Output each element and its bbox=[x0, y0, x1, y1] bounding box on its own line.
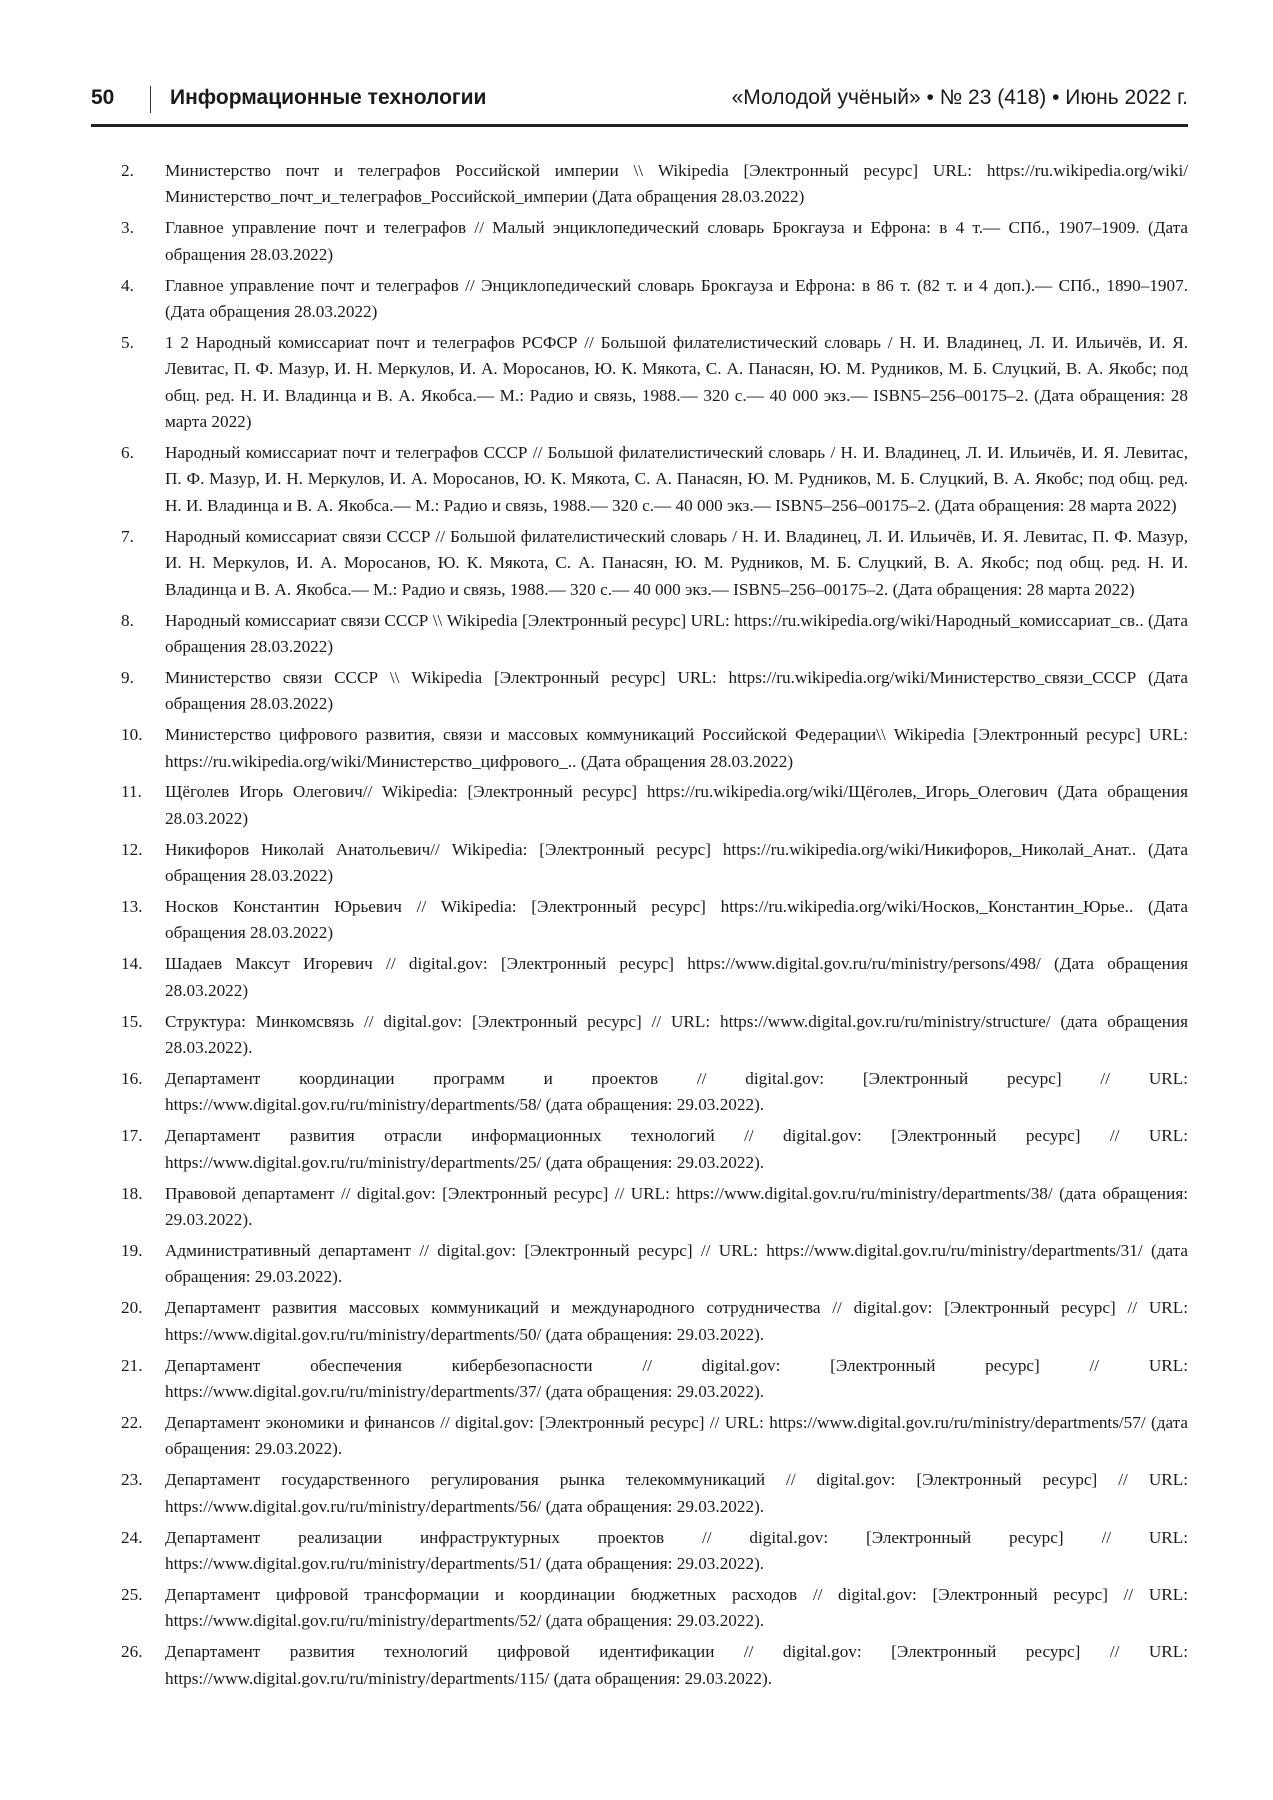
reference-item bbox=[91, 1181, 1188, 1234]
reference-number: 24. bbox=[121, 1527, 143, 1547]
reference-list bbox=[91, 158, 1188, 1696]
reference-text: Правовой департамент // digital.gov: [Электронный ресурс] // URL: https://www.digital.gov.ru/ru/ministry/departments/38/ (дата обращения: 29.03.2022). bbox=[165, 1183, 1188, 1230]
reference-number: 15. bbox=[121, 1011, 143, 1031]
reference-number: 23. bbox=[121, 1470, 143, 1490]
reference-text: Щёголев Игорь Олегович// Wikipedia: [Электронный ресурс] https://ru.wikipedia.org/wiki/Щёголев,_Игорь_Олегович (Дата обращения 28.03.2022) bbox=[165, 782, 1188, 828]
reference-item bbox=[91, 158, 1188, 211]
reference-number: 19. bbox=[121, 1240, 143, 1260]
reference-number: 17. bbox=[121, 1126, 143, 1146]
reference-text: Департамент развития технологий цифровой идентификации // digital.gov: [Электронный ресурс] // URL: https://www.digital.gov.ru/ru/ministry/departments/115/ (дата обращения: 29.03.2022). bbox=[165, 1642, 1188, 1688]
reference-text: Департамент цифровой трансформации и координации бюджетных расходов // digital.gov: [Электронный ресурс] // URL: https://www.digital.gov.ru/ru/ministry/departments/52/ (дата обращения: 29.03.2022). bbox=[165, 1584, 1188, 1631]
reference-text: Департамент экономики и финансов // digital.gov: [Электронный ресурс] // URL: https://www.digital.gov.ru/ru/ministry/departments/57/ (дата обращения: 29.03.2022). bbox=[165, 1412, 1188, 1459]
reference-item bbox=[91, 1123, 1188, 1176]
reference-item bbox=[91, 951, 1188, 1004]
reference-item bbox=[91, 722, 1188, 775]
reference-number: 6. bbox=[121, 443, 134, 463]
reference-item bbox=[91, 1009, 1188, 1062]
reference-item bbox=[91, 608, 1188, 661]
reference-text: Структура: Минкомсвязь // digital.gov: [Электронный ресурс] // URL: https://www.digital.gov.ru/ru/ministry/structure/ (дата обращения 28.03.2022). bbox=[165, 1011, 1188, 1058]
reference-text: Департамент государственного регулирования рынка телекоммуникаций // digital.gov: [Электронный ресурс] // URL: https://www.digital.gov.ru/ru/ministry/departments/56/ (дата обращения: 29.03.2022). bbox=[165, 1470, 1188, 1516]
reference-number: 11. bbox=[121, 782, 142, 802]
reference-item bbox=[91, 215, 1188, 268]
reference-item bbox=[91, 1238, 1188, 1291]
reference-number: 10. bbox=[121, 725, 143, 745]
reference-text: Главное управление почт и телеграфов // Энциклопедический словарь Брокгауза и Ефрона: в 86 т. (82 т. и 4 доп.).— СПб., 1890–1907. (Дата обращения 28.03.2022) bbox=[165, 275, 1188, 322]
reference-item bbox=[91, 1639, 1188, 1692]
reference-text: Народный комиссариат связи СССР // Большой филателистический словарь / Н. И. Владинец, Л. И. Ильичёв, И. Я. Левитас, П. Ф. Мазур, И. Н. Меркулов, И. А. Моросанов, Ю. К. Мякота, С. А. Панасян, Ю. М. Рудников, М. Б. Слуцкий, В. А. Якобс; под общ. ред. Н. И. Владинца и В. А. Якобса.— М.: Радио и связь, 1988.— 320 с.— 40 000 экз.— ISBN5–256–00175–2. (Дата обращения: 28 марта 2022) bbox=[165, 526, 1188, 599]
reference-text: Департамент реализации инфраструктурных проектов // digital.gov: [Электронный ресурс] // URL: https://www.digital.gov.ru/ru/ministry/departments/51/ (дата обращения: 29.03.2022). bbox=[165, 1527, 1188, 1573]
reference-number: 7. bbox=[121, 526, 134, 546]
reference-number: 18. bbox=[121, 1183, 143, 1203]
reference-number: 9. bbox=[121, 667, 134, 687]
reference-item bbox=[91, 1353, 1188, 1406]
reference-text: Министерство почт и телеграфов Российской империи \\ Wikipedia [Электронный ресурс] URL: https://ru.wikipedia.org/wiki/Министерство_почт_и_телеграфов_Российской_империи (Дата обращения 28.03.2022) bbox=[165, 161, 1188, 207]
reference-item bbox=[91, 524, 1188, 603]
reference-item bbox=[91, 330, 1188, 436]
reference-number: 25. bbox=[121, 1584, 143, 1604]
reference-number: 21. bbox=[121, 1355, 143, 1375]
reference-item bbox=[91, 1410, 1188, 1463]
journal-info: «Молодой учёный» • № 23 (418) • Июнь 2022 г. bbox=[731, 86, 1188, 109]
reference-item bbox=[91, 440, 1188, 519]
reference-item bbox=[91, 1295, 1188, 1348]
reference-text: Носков Константин Юрьевич // Wikipedia: [Электронный ресурс] https://ru.wikipedia.org/wiki/Носков,_Константин_Юрье.. (Дата обращения 28.03.2022) bbox=[165, 897, 1188, 943]
reference-text: Народный комиссариат связи СССР \\ Wikipedia [Электронный ресурс] URL: https://ru.wikipedia.org/wiki/Народный_комиссариат_св.. (Дата обращения 28.03.2022) bbox=[165, 610, 1188, 656]
reference-number: 4. bbox=[121, 275, 134, 295]
reference-text: Министерство цифрового развития, связи и массовых коммуникаций Российской Федерации\\ Wikipedia [Электронный ресурс] URL: https://ru.wikipedia.org/wiki/Министерство_цифрового_.. (Дата обращения 28.03.2022) bbox=[165, 725, 1188, 771]
page-number: 50 bbox=[91, 86, 115, 109]
reference-text: 1 2 Народный комиссариат почт и телеграфов РСФСР // Большой филателистический словарь / Н. И. Владинец, Л. И. Ильичёв, И. Я. Левитас, П. Ф. Мазур, И. Н. Меркулов, И. А. Моросанов, Ю. К. Мякота, С. А. Панасян, Ю. М. Рудников, М. Б. Слуцкий, В. А. Якобс; под общ. ред. Н. И. Владинца и В. А. Якобса.— М.: Радио и связь, 1988.— 320 с.— 40 000 экз.— ISBN5–256–00175–2. (Дата обращения: 28 марта 2022) bbox=[165, 332, 1188, 432]
reference-number: 12. bbox=[121, 839, 143, 859]
reference-item bbox=[91, 837, 1188, 890]
reference-number: 20. bbox=[121, 1298, 143, 1318]
reference-item bbox=[91, 1582, 1188, 1635]
reference-text: Шадаев Максут Игоревич // digital.gov: [Электронный ресурс] https://www.digital.gov.ru/ru/ministry/persons/498/ (Дата обращения 28.03.2022) bbox=[165, 954, 1188, 1000]
header-rule bbox=[91, 124, 1188, 127]
reference-text: Административный департамент // digital.gov: [Электронный ресурс] // URL: https://www.digital.gov.ru/ru/ministry/departments/31/ (дата обращения: 29.03.2022). bbox=[165, 1240, 1188, 1287]
reference-item bbox=[91, 1066, 1188, 1119]
reference-item bbox=[91, 1467, 1188, 1520]
reference-text: Департамент координации программ и проектов // digital.gov: [Электронный ресурс] // URL: https://www.digital.gov.ru/ru/ministry/departments/58/ (дата обращения: 29.03.2022). bbox=[165, 1069, 1188, 1115]
section-title: Информационные технологии bbox=[170, 86, 487, 109]
reference-item bbox=[91, 273, 1188, 326]
reference-item bbox=[91, 1525, 1188, 1578]
reference-text: Народный комиссариат почт и телеграфов СССР // Большой филателистический словарь / Н. И. Владинец, Л. И. Ильичёв, И. Я. Левитас, П. Ф. Мазур, И. Н. Меркулов, И. А. Моросанов, Ю. К. Мякота, С. А. Панасян, Ю. М. Рудников, М. Б. Слуцкий, В. А. Якобс; под общ. ред. Н. И. Владинца и В. А. Якобса.— М.: Радио и связь, 1988.— 320 с.— 40 000 экз.— ISBN5–256–00175–2. (Дата обращения: 28 марта 2022) bbox=[165, 443, 1188, 515]
reference-number: 2. bbox=[121, 161, 134, 180]
reference-text: Министерство связи СССР \\ Wikipedia [Электронный ресурс] URL: https://ru.wikipedia.org/wiki/Министерство_связи_СССР (Дата обращения 28.03.2022) bbox=[165, 667, 1188, 714]
reference-item bbox=[91, 779, 1188, 832]
running-header bbox=[91, 86, 1188, 120]
reference-number: 26. bbox=[121, 1642, 143, 1662]
reference-text: Департамент обеспечения кибербезопасности // digital.gov: [Электронный ресурс] // URL: https://www.digital.gov.ru/ru/ministry/departments/37/ (дата обращения: 29.03.2022). bbox=[165, 1355, 1188, 1401]
reference-number: 3. bbox=[121, 218, 134, 238]
reference-text: Никифоров Николай Анатольевич// Wikipedia: [Электронный ресурс] https://ru.wikipedia.org/wiki/Никифоров,_Николай_Анат.. (Дата обращения 28.03.2022) bbox=[165, 839, 1188, 886]
reference-number: 14. bbox=[121, 954, 143, 974]
reference-text: Департамент развития отрасли информационных технологий // digital.gov: [Электронный ресурс] // URL: https://www.digital.gov.ru/ru/ministry/departments/25/ (дата обращения: 29.03.2022). bbox=[165, 1126, 1188, 1172]
header-separator bbox=[150, 86, 151, 113]
reference-number: 13. bbox=[121, 897, 143, 917]
reference-number: 22. bbox=[121, 1412, 143, 1432]
reference-text: Главное управление почт и телеграфов // Малый энциклопедический словарь Брокгауза и Ефрона: в 4 т.— СПб., 1907–1909. (Дата обращения 28.03.2022) bbox=[165, 218, 1188, 264]
reference-text: Департамент развития массовых коммуникаций и международного сотрудничества // digital.gov: [Электронный ресурс] // URL: https://www.digital.gov.ru/ru/ministry/departments/50/ (дата обращения: 29.03.2022). bbox=[165, 1298, 1188, 1344]
reference-item bbox=[91, 894, 1188, 947]
reference-number: 16. bbox=[121, 1069, 143, 1088]
reference-item bbox=[91, 665, 1188, 718]
reference-number: 8. bbox=[121, 610, 134, 630]
reference-number: 5. bbox=[121, 332, 134, 352]
